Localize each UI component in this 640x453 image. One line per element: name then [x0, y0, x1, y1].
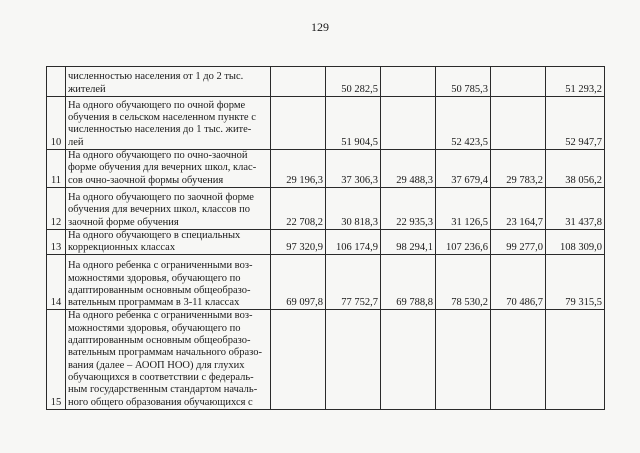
description-line: На одного ребенка с ограниченными воз-	[68, 310, 253, 322]
description-line: вательным программам начального образо-	[68, 347, 262, 359]
description-line: вания (далее – АООП НОО) для глухих	[68, 359, 245, 371]
description-line: форме обучения для вечерних школ, клас-	[68, 162, 257, 174]
value-cell: 108 309,0	[546, 229, 605, 255]
description-line: На одного обучающего в специальных	[68, 229, 241, 241]
row-description	[66, 97, 271, 150]
description-line: обучения для вечерних школ, классов по	[68, 204, 250, 216]
description-line: На одного ребенка с ограниченными воз-	[68, 260, 253, 272]
table-row	[47, 310, 605, 409]
value-cell	[491, 67, 546, 97]
value-cell: 37 679,4	[436, 150, 491, 188]
value-cell	[546, 310, 605, 409]
table-row	[47, 255, 605, 310]
value-cell: 29 488,3	[381, 150, 436, 188]
table-row	[47, 187, 605, 229]
description-line: жителей	[68, 83, 106, 95]
value-cell: 29 196,3	[271, 150, 326, 188]
description-line: вательным программам в 3-11 классах	[68, 297, 240, 309]
value-cell	[271, 97, 326, 150]
value-cell: 50 282,5	[326, 67, 381, 97]
row-number: 10	[47, 97, 66, 150]
value-cell: 22 935,3	[381, 187, 436, 229]
value-cell	[381, 67, 436, 97]
value-cell: 70 486,7	[491, 255, 546, 310]
description-line: численностью населения до 1 тыс. жите-	[68, 124, 252, 136]
row-description	[66, 67, 271, 97]
value-cell: 31 126,5	[436, 187, 491, 229]
value-cell	[381, 310, 436, 409]
table-row	[47, 229, 605, 255]
description-line: ным государственным стандартом началь-	[68, 384, 258, 396]
description-line: заочной форме обучения	[68, 216, 179, 228]
value-cell: 69 097,8	[271, 255, 326, 310]
value-cell: 37 306,3	[326, 150, 381, 188]
value-cell: 22 708,2	[271, 187, 326, 229]
description-line: численностью населения от 1 до 2 тыс.	[68, 71, 244, 83]
row-description	[66, 187, 271, 229]
description-line: лей	[68, 136, 84, 148]
description-line: обучающихся в соответствии с федераль-	[68, 371, 254, 383]
value-cell: 106 174,9	[326, 229, 381, 255]
description-line: ного общего образования обучающихся с	[68, 396, 253, 408]
table-body	[47, 67, 605, 410]
value-cell: 107 236,6	[436, 229, 491, 255]
value-cell	[436, 310, 491, 409]
row-number: 11	[47, 150, 66, 188]
value-cell	[491, 97, 546, 150]
value-cell	[271, 310, 326, 409]
value-cell: 69 788,8	[381, 255, 436, 310]
row-number: 12	[47, 187, 66, 229]
description-line: На одного обучающего по заочной форме	[68, 192, 254, 203]
value-cell	[381, 97, 436, 150]
value-cell	[326, 310, 381, 409]
value-cell: 99 277,0	[491, 229, 546, 255]
description-line: сов очно-заочной формы обучения	[68, 174, 224, 186]
value-cell: 51 904,5	[326, 97, 381, 150]
row-description	[66, 255, 271, 310]
value-cell: 50 785,3	[436, 67, 491, 97]
description-line: можностями здоровья, обучающего по	[68, 322, 241, 334]
row-number	[47, 67, 66, 97]
description-line: На одного обучающего по очной форме	[68, 99, 246, 111]
value-cell: 77 752,7	[326, 255, 381, 310]
page-number: 129	[311, 20, 329, 34]
value-cell	[271, 67, 326, 97]
normatives-table	[46, 66, 605, 410]
row-number: 15	[47, 310, 66, 409]
value-cell: 23 164,7	[491, 187, 546, 229]
value-cell: 79 315,5	[546, 255, 605, 310]
description-line: обучения в сельском населенном пункте с	[68, 112, 256, 124]
row-description	[66, 150, 271, 188]
value-cell: 31 437,8	[546, 187, 605, 229]
value-cell: 52 423,5	[436, 97, 491, 150]
description-line: адаптированным основным общеобразо-	[68, 335, 251, 347]
table-row	[47, 150, 605, 188]
value-cell: 29 783,2	[491, 150, 546, 188]
value-cell: 30 818,3	[326, 187, 381, 229]
row-description	[66, 310, 271, 409]
value-cell: 38 056,2	[546, 150, 605, 188]
row-description	[66, 229, 271, 255]
value-cell: 97 320,9	[271, 229, 326, 255]
description-line: На одного обучающего по очно-заочной	[68, 150, 248, 161]
row-number: 13	[47, 229, 66, 255]
value-cell: 78 530,2	[436, 255, 491, 310]
row-number: 14	[47, 255, 66, 310]
description-line: адаптированным основным общеобразо-	[68, 284, 251, 296]
value-cell: 98 294,1	[381, 229, 436, 255]
value-cell	[491, 310, 546, 409]
description-line: коррекционных классах	[68, 242, 176, 254]
value-cell: 51 293,2	[546, 67, 605, 97]
table-row	[47, 97, 605, 150]
table-row	[47, 67, 605, 97]
description-line: можностями здоровья, обучающего по	[68, 272, 241, 284]
value-cell: 52 947,7	[546, 97, 605, 150]
